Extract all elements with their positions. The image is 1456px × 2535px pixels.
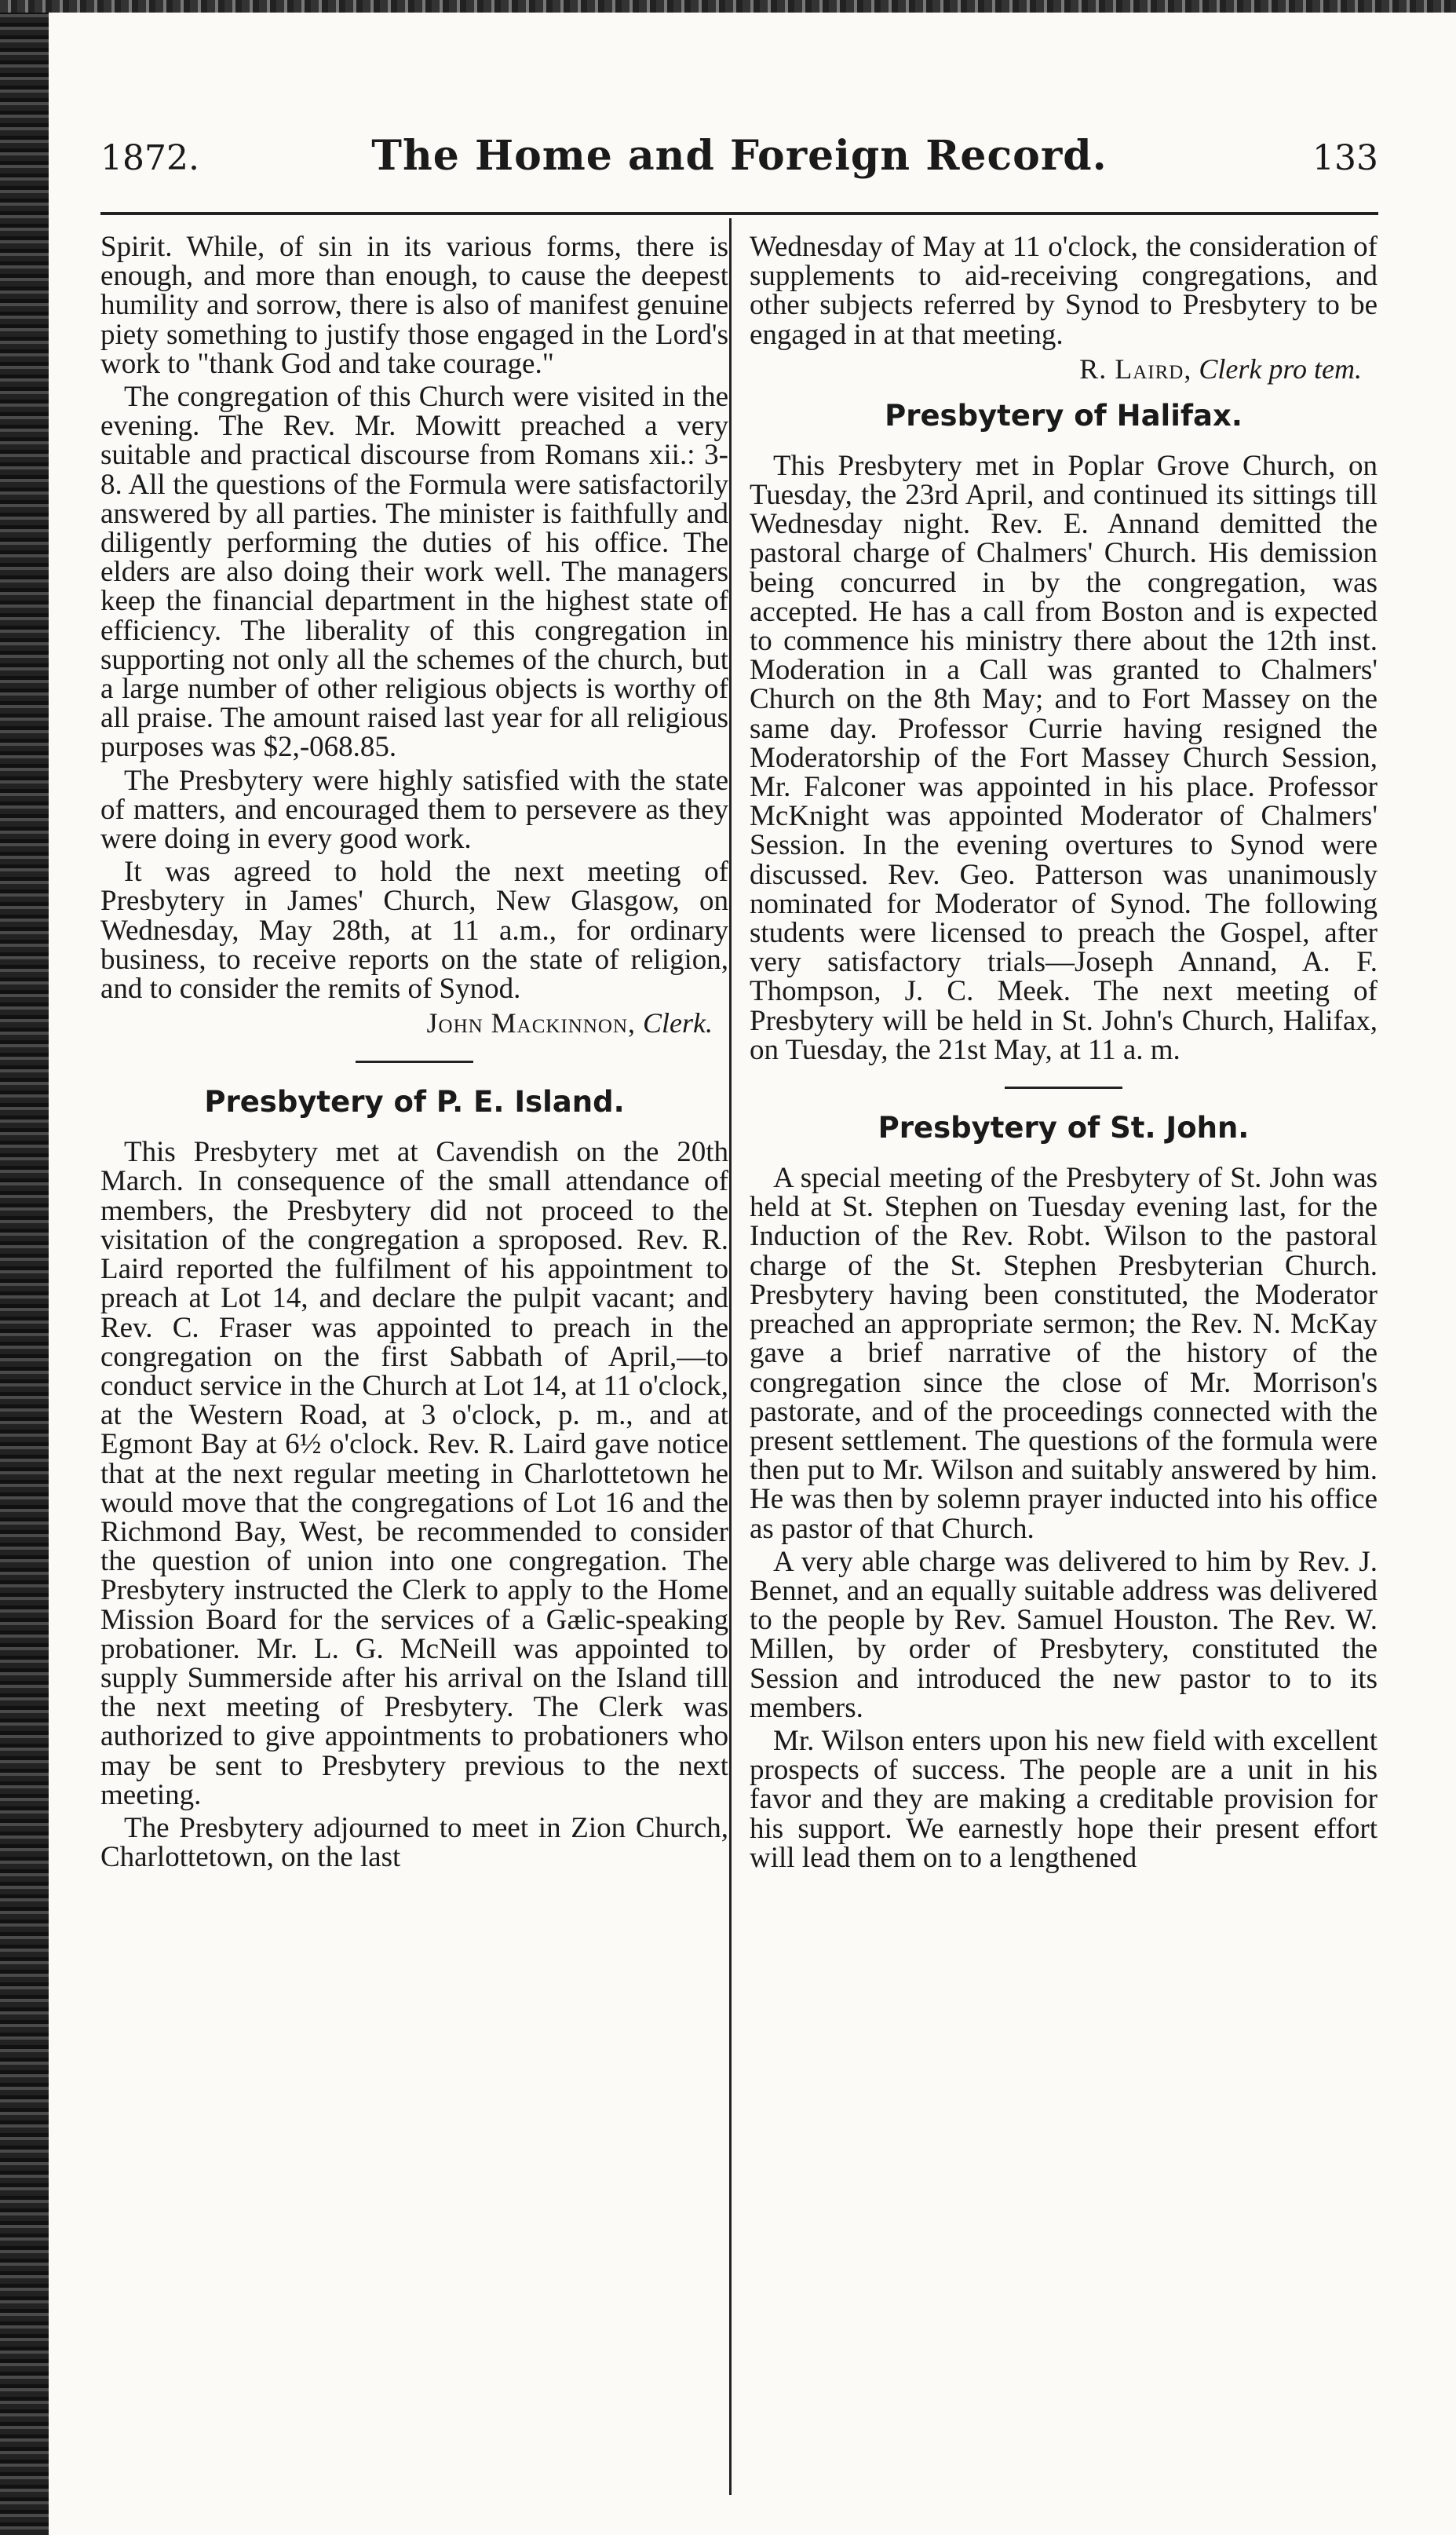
satisfied-paragraph: The Presbytery were highly satisfied with the state of matters, and encouraged them to persevere as they were doing in every good work. [100,764,728,856]
column-divider [729,218,732,2495]
binding-edge [0,0,49,2535]
intro-paragraph: Spirit. While, of sin in its various forms, there is enough, and more than enough, to cause the deepest humility and sorrow, there is also of manifest genuine piety something to justify those engaged in the Lord's work to "thank God and take courage." [100,231,728,380]
signature-laird [750,353,1378,385]
signature-role: Clerk. [643,1007,713,1039]
stjohn-paragraph-1: A special meeting of the Presbytery of St. John was held at St. Stephen on Tuesday evening last, for the Induction of the Rev. Robt. Wilson to the pastoral charge of the St. Stephen Presbyterian Church. Presbytery having been constituted, the Moderator preached an appropriate sermon; the Rev. N. McKay gave a brief narrative of the history of the congregation since the close of Mr. Morrison's pastorate, and of the proceedings connected with the present settlement. The questions of the formula were then put to Mr. Wilson and suitably answered by him. He was then by solemn prayer inducted into his office as pastor of that Church. [750,1162,1378,1545]
signature-mackinnon [100,1007,728,1039]
page-number: 133 [1312,138,1378,178]
header-year: 1872. [100,138,199,178]
scan-top-edge [0,0,1456,13]
pei-heading: Presbytery of P. E. Island. [204,1085,625,1120]
stjohn-heading: Presbytery of St. John. [878,1111,1250,1145]
stjohn-paragraph-3: Mr. Wilson enters upon his new field with excellent prospects of success. The people are a unit in his favor and they are making a creditable provision for his support. We earnestly hope their present effort will lead them on to a lengthened [750,1724,1378,1874]
running-header [100,132,1378,203]
signature-name: John Mackinnon, [426,1007,637,1039]
header-rule [100,212,1378,215]
next-meeting-paragraph: It was agreed to hold the next meeting of Presbytery in James' Church, New Glasgow, on Wednesday, May 28th, at 11 a.m., for ordinary business, to receive reports on the state of religion, and to consider the remits of Synod. [100,856,728,1006]
section-rule [1005,1087,1122,1089]
signature-role: Clerk pro tem. [1199,352,1362,385]
pei-paragraph-1: This Presbytery met at Cavendish on the 20th March. In consequence of the small attendance of members, the Presbytery did not proceed to the visitation of the congregation a sproposed. Rev. R. Laird reported the fulfilment of his appointment to preach at Lot 14, and declare the pulpit vacant; and Rev. C. Fraser was appointed to preach in the congregation on the first Sabbath of April,—to conduct service in the Church at Lot 14, at 11 o'clock, at the Western Road, at 3 o'clock, p. m., and at Egmont Bay at 6½ o'clock. Rev. R. Laird gave notice that at the next regular meeting in Charlottetown he would move that the congregations of Lot 16 and the Richmond Bay, West, be recommended to consider the question of union into one congregation. The Presbytery instructed the Clerk to apply to the Home Mission Board for the services of a Gælic-speaking probationer. Mr. L. G. McNeill was appointed to supply Summerside after his arrival on the Island till the next meeting of Presbytery. The Clerk was authorized to give appointments to probationers who may be sent to Presbytery previous to the next meeting. [100,1136,728,1811]
halifax-heading: Presbytery of Halifax. [885,398,1243,433]
pei-paragraph-2: The Presbytery adjourned to meet in Zion Church, Charlottetown, on the last [100,1811,728,1874]
stjohn-paragraph-2: A very able charge was delivered to him by Rev. J. Bennet, and an equally suitable address was delivered to the people by Rev. Samuel Houston. The Rev. W. Millen, by order of Presbytery, constituted the Session and introduced the new pastor to to its members. [750,1545,1378,1724]
section-rule [356,1061,473,1063]
congregation-paragraph: The congregation of this Church were visited in the evening. The Rev. Mr. Mowitt preached a very suitable and practical discourse from Romans xii.: 3-8. All the questions of the Formula were satisfactorily answered by all parties. The minister is faithfully and diligently performing the duties of his office. The elders are also doing their work well. The managers keep the financial department in the highest state of efficiency. The liberality of this congregation in supporting not only all the schemes of the church, but a large number of other religious objects is worthy of all praise. The amount raised last year for all religious purposes was $2,-068.85. [100,381,728,764]
halifax-paragraph: This Presbytery met in Poplar Grove Church, on Tuesday, the 23rd April, and continued its sittings till Wednesday night. Rev. E. Annand demitted the pastoral charge of Chalmers' Church. His demission being concurred in by the congregation, was accepted. He has a call from Boston and is expected to commence his ministry there about the 12th inst. Moderation in a Call was granted to Chalmers' Church on the 8th May; and to Fort Massey on the same day. Professor Currie having resigned the Moderatorship of the Fort Massey Church Session, Mr. Falconer was appointed in his place. Professor McKnight was appointed Moderator of Chalmers' Session. In the evening overtures to Synod were discussed. Rev. Geo. Patterson was unanimously nominated for Moderator of Synod. The following students were licensed to preach the Gospel, after very satisfactory trials—Joseph Annand, A. F. Thompson, J. C. Meek. The next meeting of Presbytery will be held in St. John's Church, Halifax, on Tuesday, the 21st May, at 11 a. m. [750,449,1378,1066]
right-column [750,232,1378,1876]
header-title: The Home and Foreign Record. [371,132,1108,180]
left-column [100,232,728,1876]
signature-name: R. Laird, [1079,352,1192,385]
continuation-paragraph: Wednesday of May at 11 o'clock, the consideration of supplements to aid-receiving congregations, and other subjects referred by Synod to Presbytery to be engaged in at that meeting. [750,231,1378,351]
